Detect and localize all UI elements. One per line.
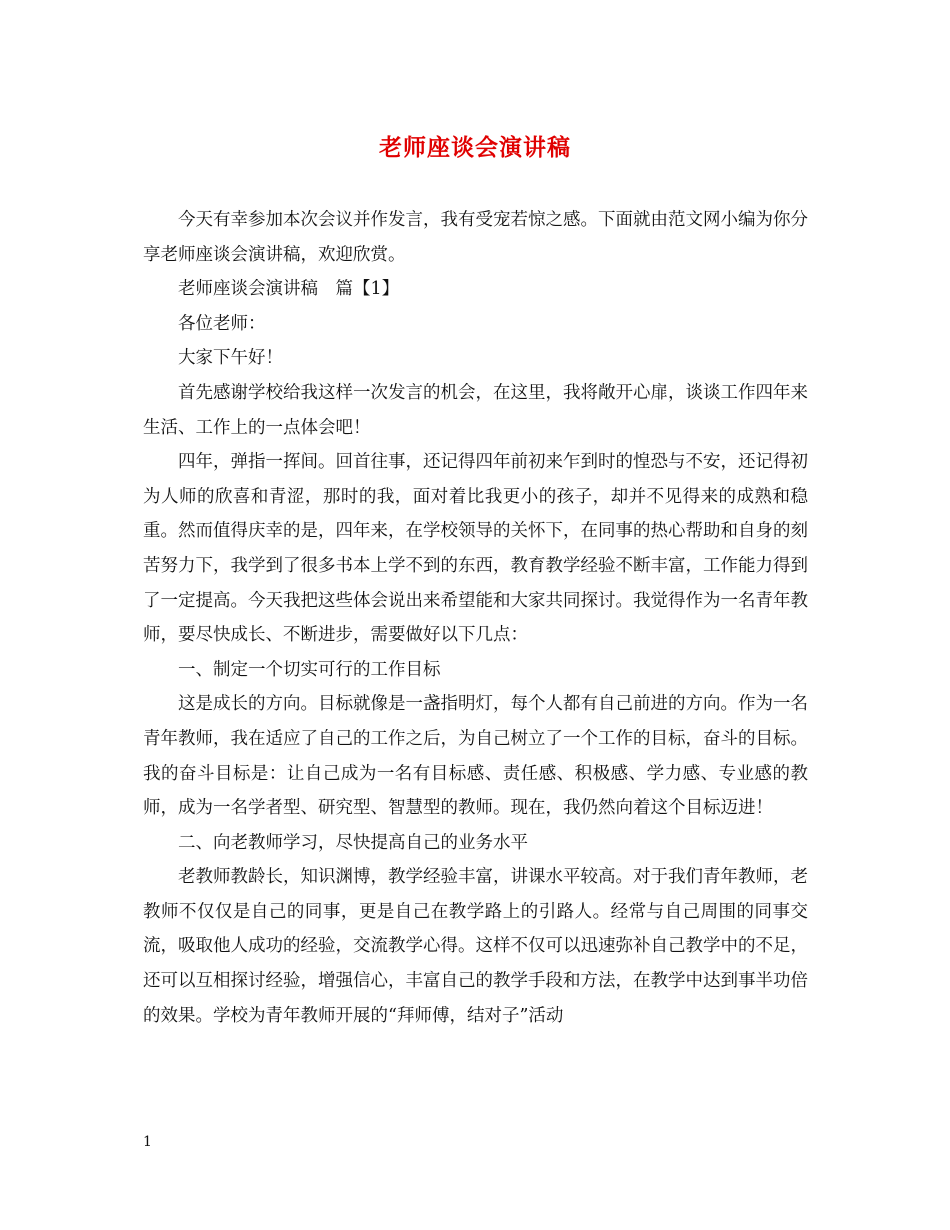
section-heading-2: 二、向老教师学习，尽快提高自己的业务水平 xyxy=(178,832,528,853)
paragraph-salutation: 各位老师： xyxy=(178,313,266,334)
paragraph-greeting: 大家下午好！ xyxy=(178,348,283,369)
document-body xyxy=(143,203,808,1033)
paragraph-thanks: 首先感谢学校给我这样一次发言的机会，在这里，我将敞开心扉，谈谈工作四年来生活、工作上的一点体会吧！ xyxy=(143,382,808,438)
paragraph-learn-from-seniors: 老教师教龄长，知识渊博，教学经验丰富，讲课水平较高。对于我们青年教师，老教师不仅仅是自己的同事，更是自己在教学路上的引路人。经常与自己周围的同事交流，吸取他人成功的经验，交流教学心得。这样不仅可以迅速弥补自己教学中的不足，还可以互相探讨经验，增强信心，丰富自己的教学手段和方法，在教学中达到事半功倍的效果。学校为青年教师开展的“拜师傅，结对子”活动 xyxy=(143,867,808,1026)
paragraph-four-years: 四年，弹指一挥间。回首往事，还记得四年前初来乍到时的惶恐与不安，还记得初为人师的欣喜和青涩，那时的我，面对着比我更小的孩子，却并不见得来的成熟和稳重。然而值得庆幸的是，四年来，在学校领导的关怀下，在同事的热心帮助和自身的刻苦努力下，我学到了很多书本上学不到的东西，教育教学经验不断丰富，工作能力得到了一定提高。今天我把这些体会说出来希望能和大家共同探讨。我觉得作为一名青年教师，要尽快成长、不断进步，需要做好以下几点： xyxy=(143,452,808,646)
document-title: 老师座谈会演讲稿 xyxy=(379,134,571,161)
page-number: 1 xyxy=(143,1134,152,1150)
paragraph-goal: 这是成长的方向。目标就像是一盏指明灯，每个人都有自己前进的方向。作为一名青年教师，我在适应了自己的工作之后，为自己树立了一个工作的目标，奋斗的目标。我的奋斗目标是：让自己成为一名有目标感、责任感、积极感、学力感、专业感的教师，成为一名学者型、研究型、智慧型的教师。现在，我仍然向着这个目标迈进！ xyxy=(143,694,808,819)
section-heading-1: 一、制定一个切实可行的工作目标 xyxy=(178,659,441,680)
paragraph-intro: 今天有幸参加本次会议并作发言，我有受宠若惊之感。下面就由范文网小编为你分享老师座谈会演讲稿，欢迎欣赏。 xyxy=(143,210,808,265)
paragraph-speech-heading: 老师座谈会演讲稿 篇【1】 xyxy=(178,279,400,300)
